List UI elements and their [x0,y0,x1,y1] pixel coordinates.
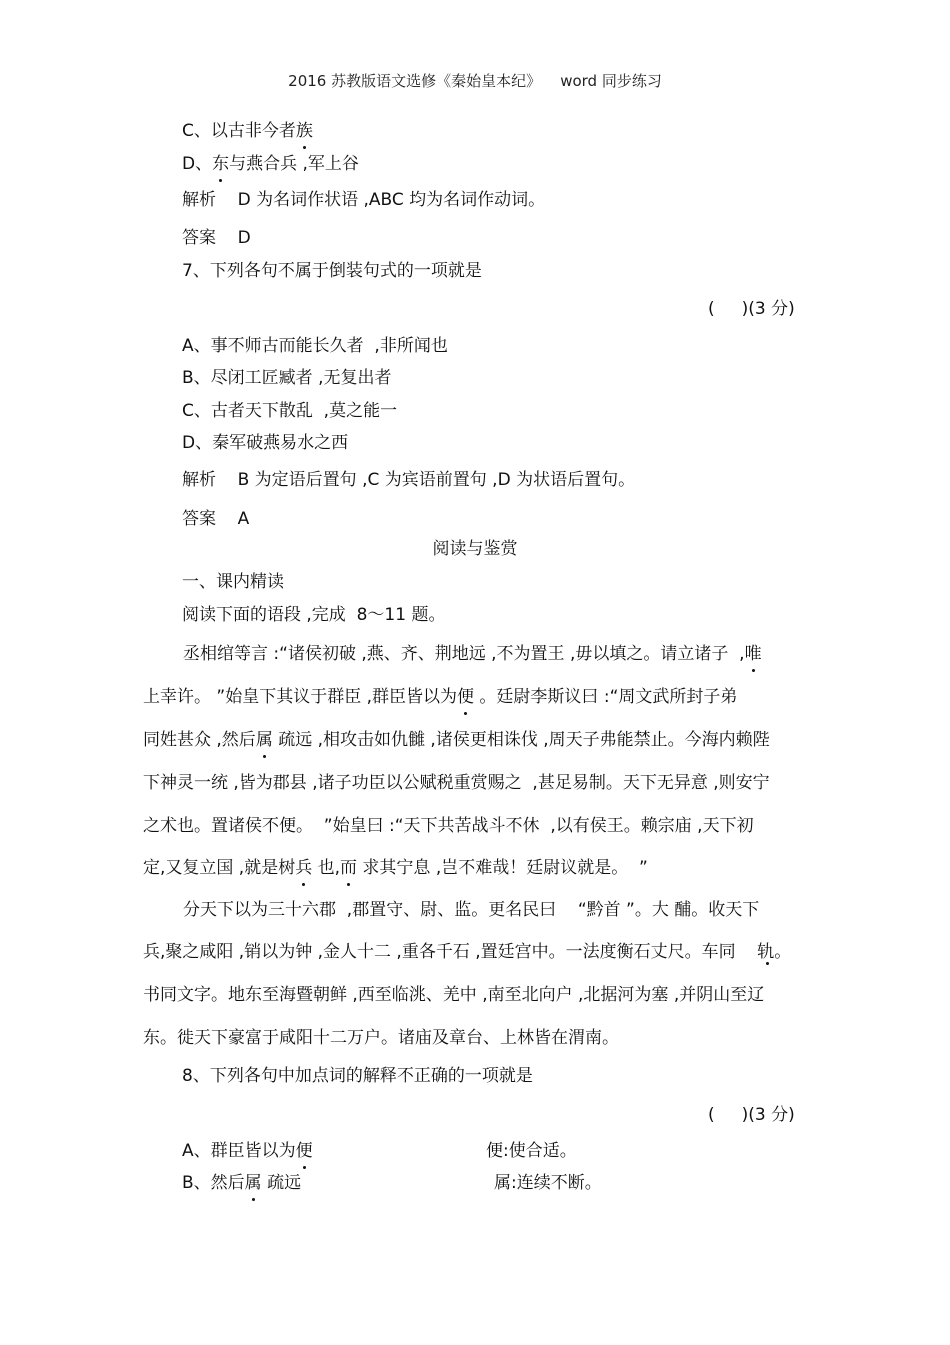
q8-option-a-gloss: 便:使合适。 [486,1141,577,1161]
passage-line: 定,又复立国 ,就是树兵 也,而 求其宁息 ,岂不难哉！廷尉议就是。 ” [143,858,648,878]
emphasis-dot [766,962,769,965]
subsection-title: 一、课内精读 [182,572,284,592]
passage-line: 兵,聚之咸阳 ,销以为钟 ,金人十二 ,重各千石 ,置廷宫中。一法度衡石丈尺。车同 轨。 [143,942,792,962]
passage-line: 上幸许。 ”始皇下其议于群臣 ,群臣皆以为便 。廷尉李斯议曰 :“周文武所封子弟 [143,687,738,707]
q7-option-d: D、秦军破燕易水之西 [182,433,349,453]
q7-stem: 7、下列各句不属于倒装句式的一项就是 [182,261,482,281]
page-header: 2016 苏教版语文选修《秦始皇本纪》 word 同步练习 [288,72,662,90]
q6-option-d: D、东与燕合兵 ,军上谷 [182,154,359,174]
q6-analysis: 解析 D 为名词作状语 ,ABC 均为名词作动词。 [182,190,546,210]
emphasis-dot-word: 族 [295,121,313,141]
passage-line: 之术也。置诸侯不便。 ”始皇曰 :“天下共苦战斗不休 ,以有侯王。赖宗庙 ,天下初 [143,816,754,836]
passage-line: 丞相绾等言 :“诸侯初破 ,燕、齐、荆地远 ,不为置王 ,毋以填之。请立诸子 ,唯 [183,644,762,664]
q7-option-c: C、古者天下散乱 ,莫之能一 [182,401,398,421]
passage-line: 下神灵一统 ,皆为郡县 ,诸子功臣以公赋税重赏赐之 ,甚足易制。天下无异意 ,则安宁 [143,773,770,793]
q8-option-b: B、然后属 疏远 [182,1173,302,1193]
emphasis-dot-word: 东 [212,154,230,174]
q8-option-b-gloss: 属:连续不断。 [494,1173,602,1193]
passage-line: 东。徙天下豪富于咸阳十二万户。诸庙及章台、上林皆在渭南。 [143,1028,619,1048]
q8-score: ( )(3 分) [708,1105,795,1125]
q8-option-a: A、群臣皆以为便 [182,1141,313,1161]
passage-line: 同姓甚众 ,然后属 疏远 ,相攻击如仇雠 ,诸侯更相诛伐 ,周天子弗能禁止。今海内赖陛 [143,730,770,750]
emphasis-dot-word: 而 [340,858,358,878]
q8-stem: 8、下列各句中加点词的解释不正确的一项就是 [182,1066,533,1086]
q6-option-c: C、以古非今者族 [182,121,313,141]
passage-line: 书同文字。地东至海暨朝鲜 ,西至临洮、羌中 ,南至北向户 ,北据河为塞 ,并阴山至辽 [143,985,765,1005]
emphasis-dot-word: 便 [457,687,475,707]
q7-analysis: 解析 B 为定语后置句 ,C 为宾语前置句 ,D 为状语后置句。 [182,470,636,490]
q7-option-b: B、尽闭工匠臧者 ,无复出者 [182,368,392,388]
section-title: 阅读与鉴赏 [432,539,518,559]
q6-answer: 答案 D [182,228,251,248]
reading-instruction: 阅读下面的语段 ,完成 8～11 题。 [182,605,446,625]
emphasis-dot-word: 属 [244,1173,262,1193]
emphasis-dot-word: 唯 [744,644,762,664]
emphasis-dot-word: 属 [255,730,273,750]
passage-line: 分天下以为三十六郡 ,郡置守、尉、监。更名民曰 “黔首 ”。大 酺。收天下 [183,900,760,920]
emphasis-dot-word: 便 [295,1141,313,1161]
q7-score: ( )(3 分) [708,299,795,319]
q7-option-a: A、事不师古而能长久者 ,非所闻也 [182,336,448,356]
emphasis-dot-word: 兵 [295,858,313,878]
q7-answer: 答案 A [182,509,250,529]
